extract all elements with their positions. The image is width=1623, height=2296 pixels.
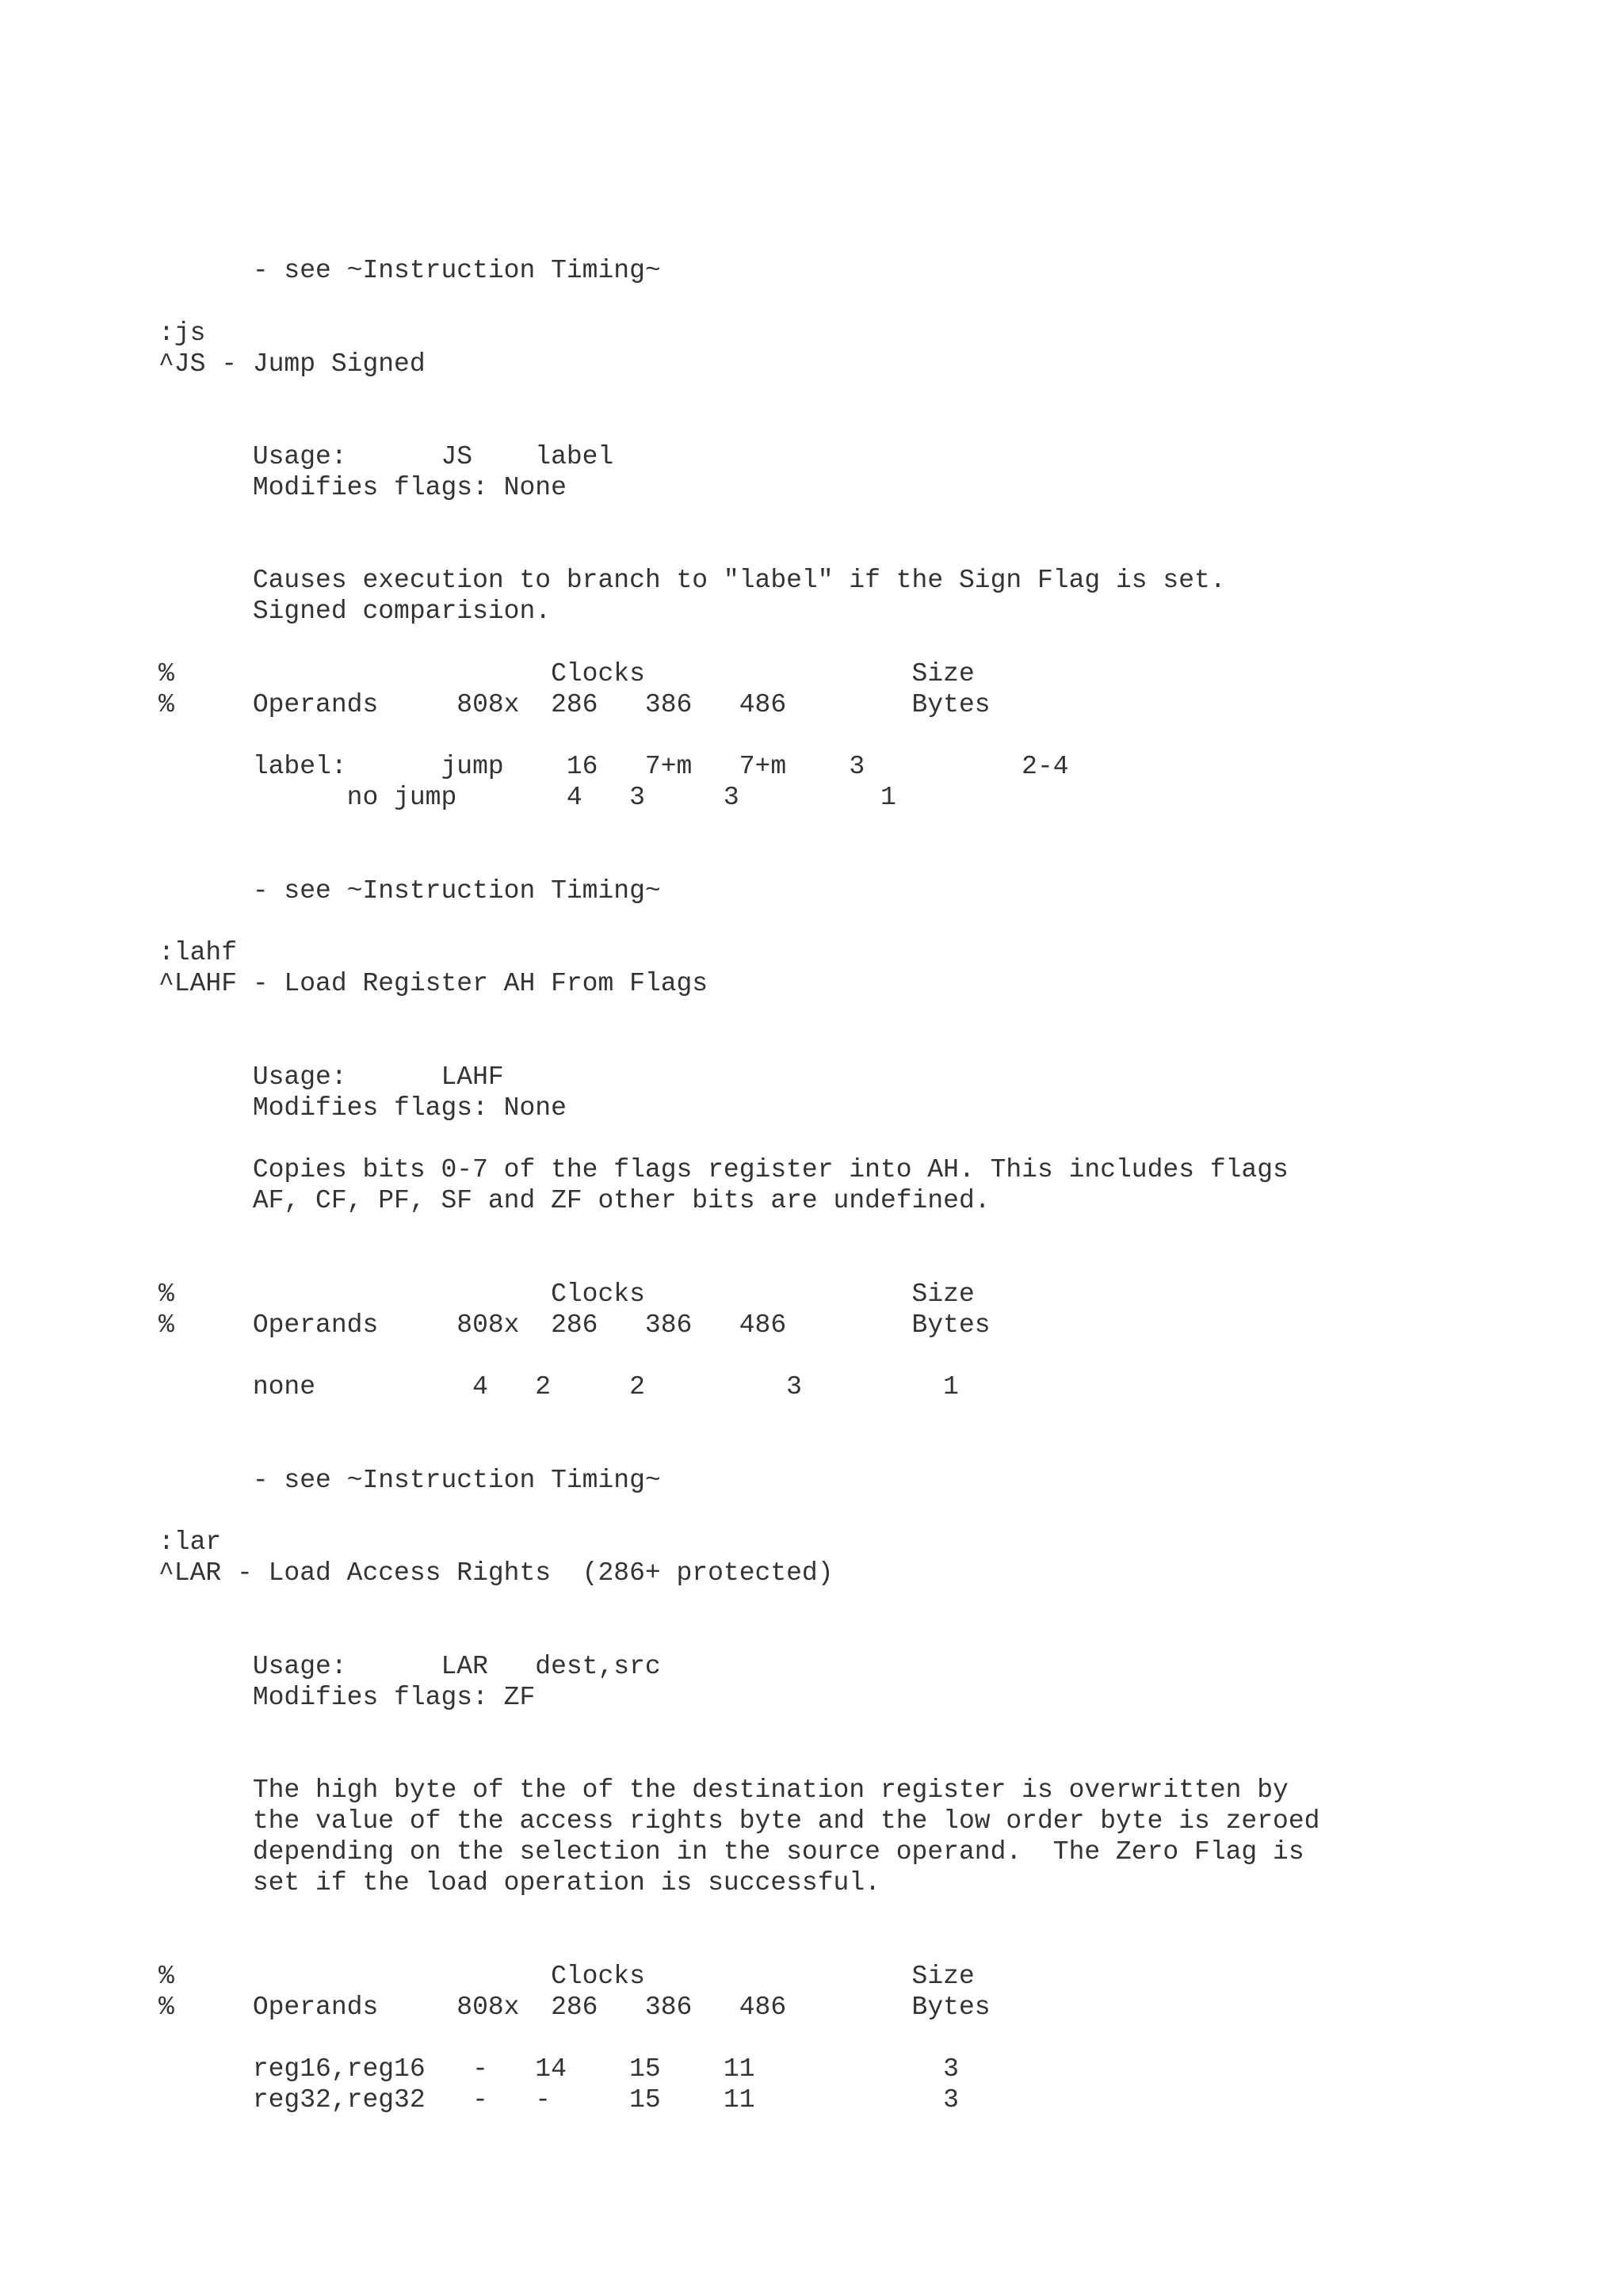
- description-line: Signed comparision.: [158, 597, 552, 626]
- modifies-flags-line: Modifies flags: None: [158, 1093, 567, 1123]
- description-line: Causes execution to branch to "label" if the Sign Flag is set.: [158, 566, 1226, 595]
- usage-line: Usage: LAR dest,src: [158, 1652, 661, 1681]
- operands-header-line: % Operands 808x 286 386 486 Bytes: [158, 1993, 991, 2022]
- section-title-js: ^JS - Jump Signed: [158, 349, 426, 379]
- description-line: AF, CF, PF, SF and ZF other bits are undefined.: [158, 1186, 991, 1215]
- timing-row: none 4 2 2 3 1: [158, 1372, 959, 1402]
- clocks-header-line: % Clocks Size: [158, 659, 975, 688]
- operands-header-line: % Operands 808x 286 386 486 Bytes: [158, 690, 991, 719]
- description-line: the value of the access rights byte and the low order byte is zeroed: [158, 1806, 1320, 1836]
- see-instruction-timing-link[interactable]: - see ~Instruction Timing~: [158, 876, 661, 906]
- modifies-flags-line: Modifies flags: None: [158, 473, 567, 502]
- see-instruction-timing-link[interactable]: - see ~Instruction Timing~: [158, 256, 661, 285]
- usage-line: Usage: JS label: [158, 442, 614, 471]
- section-anchor-lahf: :lahf: [158, 938, 238, 967]
- timing-row: no jump 4 3 3 1: [158, 783, 896, 812]
- section-anchor-lar: :lar: [158, 1527, 222, 1557]
- usage-line: Usage: LAHF: [158, 1062, 504, 1092]
- operands-header-line: % Operands 808x 286 386 486 Bytes: [158, 1310, 991, 1340]
- clocks-header-line: % Clocks Size: [158, 1280, 975, 1309]
- modifies-flags-line: Modifies flags: ZF: [158, 1683, 536, 1712]
- section-title-lahf: ^LAHF - Load Register AH From Flags: [158, 969, 708, 998]
- description-line: depending on the selection in the source operand. The Zero Flag is: [158, 1837, 1304, 1867]
- description-line: set if the load operation is successful.: [158, 1868, 880, 1897]
- see-instruction-timing-link[interactable]: - see ~Instruction Timing~: [158, 1466, 661, 1495]
- timing-row: reg16,reg16 - 14 15 11 3: [158, 2054, 959, 2084]
- description-line: Copies bits 0-7 of the flags register into AH. This includes flags: [158, 1155, 1289, 1184]
- section-title-lar: ^LAR - Load Access Rights (286+ protected): [158, 1558, 834, 1588]
- description-line: The high byte of the of the destination register is overwritten by: [158, 1775, 1289, 1805]
- timing-row: label: jump 16 7+m 7+m 3 2-4: [158, 752, 1069, 781]
- timing-row: reg32,reg32 - - 15 11 3: [158, 2085, 959, 2115]
- clocks-header-line: % Clocks Size: [158, 1962, 975, 1991]
- section-anchor-js: :js: [158, 318, 206, 348]
